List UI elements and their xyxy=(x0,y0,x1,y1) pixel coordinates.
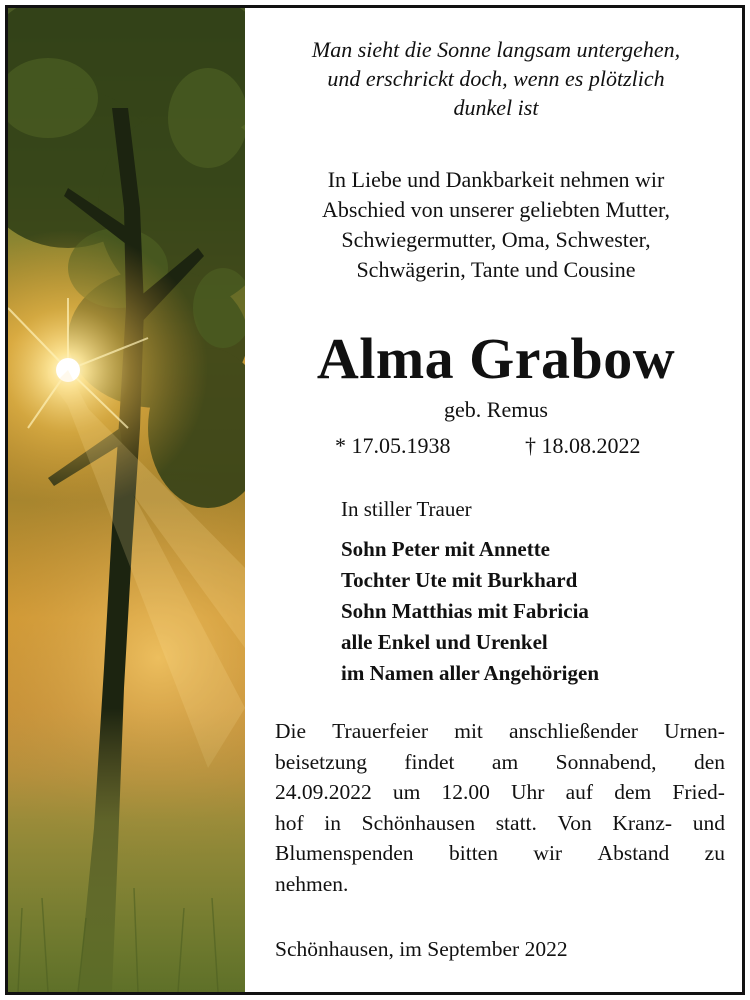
maiden-name: geb. Remus xyxy=(444,397,548,422)
tree-image xyxy=(8,8,245,992)
mourner-line: Tochter Ute mit Burkhard xyxy=(341,568,578,592)
obituary-text xyxy=(263,8,729,992)
motto-line: und erschrickt doch, wenn es plötzlich xyxy=(327,66,665,91)
mourning-label: In stiller Trauer xyxy=(341,497,472,521)
notice-word: mit xyxy=(454,719,483,743)
place-date: Schönhausen, im September 2022 xyxy=(275,937,568,961)
notice-word: hof xyxy=(275,810,304,835)
notice-word: bitten xyxy=(449,841,498,865)
notice-word: anschließender xyxy=(509,719,638,743)
notice-word: statt. xyxy=(495,810,537,835)
death-date: † 18.08.2022 xyxy=(525,433,641,458)
notice-word: Sonnabend, xyxy=(555,749,657,774)
notice-line xyxy=(275,716,725,747)
notice-line xyxy=(275,808,725,839)
notice-word: wir xyxy=(533,841,563,865)
motto-line: dunkel ist xyxy=(453,95,539,120)
obituary-notice xyxy=(5,5,745,995)
intro-text xyxy=(263,165,729,285)
mourner-line: Sohn Peter mit Annette xyxy=(341,537,551,561)
motto-quote xyxy=(263,35,729,122)
intro-line: Abschied von unserer geliebten Mutter, xyxy=(322,197,670,222)
notice-word: auf xyxy=(565,780,594,804)
motto-line: Man sieht die Sonne langsam untergehen, xyxy=(311,37,681,62)
notice-word: Fried- xyxy=(672,780,725,804)
notice-word: 24.09.2022 xyxy=(275,780,372,804)
birth-date: * 17.05.1938 xyxy=(335,433,451,458)
sunlit-tree-photo xyxy=(8,8,245,992)
notice-line xyxy=(275,869,725,900)
notice-word: Blumenspenden xyxy=(275,841,414,865)
intro-line: In Liebe und Dankbarkeit nehmen wir xyxy=(327,167,665,192)
mourner-line: Sohn Matthias mit Fabricia xyxy=(341,599,589,623)
notice-word: Die xyxy=(275,719,307,743)
notice-word: findet xyxy=(404,749,455,774)
mourner-line: im Namen aller Angehörigen xyxy=(341,661,600,685)
notice-word: Uhr xyxy=(511,780,545,804)
notice-word: Kranz- xyxy=(612,810,673,835)
notice-word: 12.00 xyxy=(441,780,490,804)
notice-word: Urnen- xyxy=(664,719,725,743)
notice-word: den xyxy=(693,749,725,774)
notice-word: zu xyxy=(704,841,725,865)
deceased-name: Alma Grabow xyxy=(316,326,676,391)
notice-word: um xyxy=(392,780,421,804)
notice-line xyxy=(275,747,725,778)
mourner-line: alle Enkel und Urenkel xyxy=(341,630,548,654)
notice-word: beisetzung xyxy=(275,749,367,774)
notice-word: Trauerfeier xyxy=(332,719,429,743)
notice-word: in xyxy=(324,810,342,835)
mourners-list xyxy=(341,534,599,689)
notice-word: Von xyxy=(557,810,592,835)
notice-word: und xyxy=(692,810,725,835)
notice-word: nehmen. xyxy=(275,871,349,896)
notice-word: Schönhausen xyxy=(361,810,476,835)
notice-word: am xyxy=(491,749,519,774)
intro-line: Schwägerin, Tante und Cousine xyxy=(356,257,636,282)
funeral-notice xyxy=(275,716,725,899)
notice-line xyxy=(275,838,725,869)
notice-word: dem xyxy=(614,780,652,804)
notice-line xyxy=(275,777,725,808)
intro-line: Schwiegermutter, Oma, Schwester, xyxy=(341,227,651,252)
notice-word: Abstand xyxy=(597,841,670,865)
